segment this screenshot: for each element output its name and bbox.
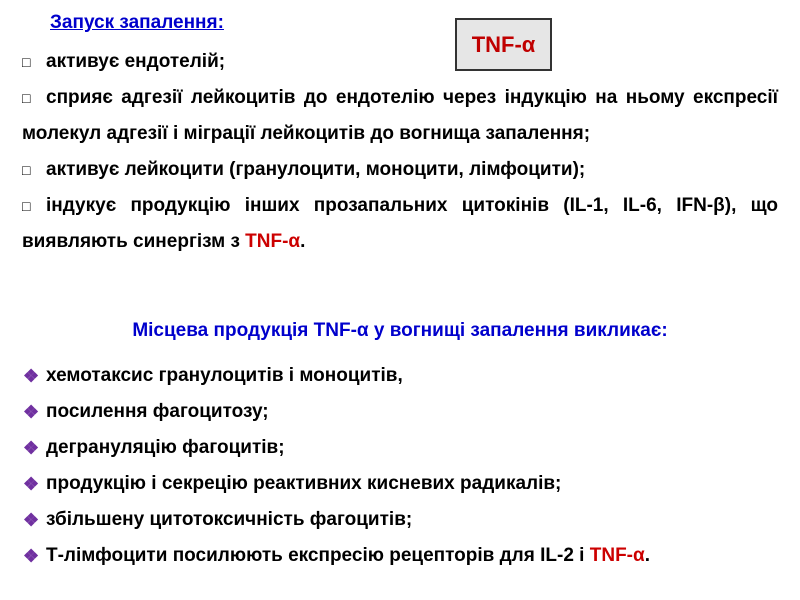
list-item xyxy=(22,44,778,80)
box-bullet-icon: □ xyxy=(22,198,31,214)
list-item xyxy=(22,502,782,538)
box-bullet-icon: □ xyxy=(22,90,31,106)
diamond-bullet-icon: ❖ xyxy=(23,438,40,458)
list-item xyxy=(22,358,782,394)
title-badge-prefix: TNF- xyxy=(471,31,522,57)
list-item-text-main: індукує продукцію інших прозапальних цитокінів (IL-1, IL-6, IFN-β), що виявляють синергізм з xyxy=(22,195,778,252)
diamond-bullet-icon: ❖ xyxy=(23,474,40,494)
diamond-bullet-icon: ❖ xyxy=(23,366,40,386)
list-item xyxy=(22,188,778,260)
list-item xyxy=(22,394,782,430)
list-item-text: активує лейкоцити (гранулоцити, моноцити, лімфоцити); xyxy=(46,159,586,180)
list-item xyxy=(22,152,778,188)
diamond-bullet-icon: ❖ xyxy=(23,402,40,422)
list-item xyxy=(22,430,782,466)
title-badge-greek: α xyxy=(521,31,536,57)
list-item-text: активує ендотелій; xyxy=(46,51,226,72)
box-bullet-icon: □ xyxy=(22,162,31,178)
tnf-highlight: TNF-α xyxy=(245,231,301,252)
list-item-text: продукцію і секрецію реактивних кисневих радикалів; xyxy=(46,473,562,494)
list-item xyxy=(22,466,782,502)
list-item-text-end: . xyxy=(300,231,306,252)
list-item-text: дегрануляцію фагоцитів; xyxy=(46,437,285,458)
list-item-text: посилення фагоцитозу; xyxy=(46,401,269,422)
diamond-bullet-icon: ❖ xyxy=(23,510,40,530)
list-item xyxy=(22,538,782,574)
list-item-text-end: . xyxy=(644,545,650,566)
section2-heading: Місцева продукція TNF-α у вогнищі запалення викликає: xyxy=(132,320,668,341)
list-item-text: сприяє адгезії лейкоцитів до ендотелію через індукцію на ньому експресії молекул адгезії і міграції лейкоцитів до вогнища запалення; xyxy=(22,87,778,144)
box-bullet-icon: □ xyxy=(22,54,31,70)
list-item-text-main: Т-лімфоцити посилюють експресію рецепторів для IL-2 і xyxy=(46,545,590,566)
diamond-bullet-icon: ❖ xyxy=(23,546,40,566)
list-item-text: хемотаксис гранулоцитів і моноцитів, xyxy=(46,365,403,386)
section1-heading: Запуск запалення: xyxy=(50,12,224,33)
section1-list xyxy=(22,44,778,260)
list-item xyxy=(22,80,778,152)
tnf-highlight: TNF-α xyxy=(589,545,645,566)
list-item-text: збільшену цитотоксичність фагоцитів; xyxy=(46,509,413,530)
section2-list xyxy=(22,358,782,574)
list-item-text xyxy=(22,188,778,260)
